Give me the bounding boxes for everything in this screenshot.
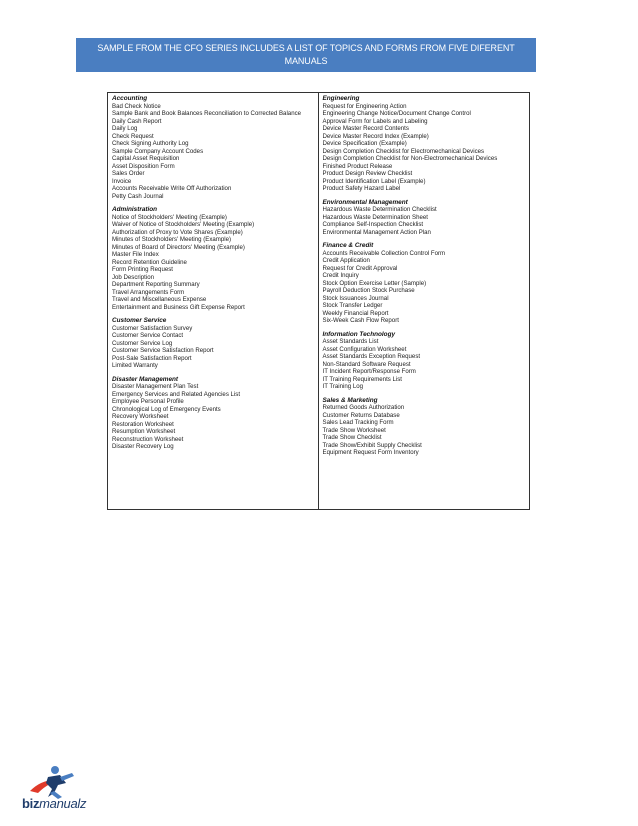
section-heading: Customer Service [112, 317, 167, 324]
list-item: Asset Standards Exception Request [322, 353, 421, 360]
list-item: Restoration Worksheet [112, 420, 174, 428]
list-item: Sample Bank and Book Balances Reconciliation to Corrected Balance [112, 110, 302, 117]
list-item: Compliance Self-Inspection Checklist [322, 221, 424, 228]
list-item: Check Signing Authority Log [112, 140, 189, 147]
list-item: Petty Cash Journal [112, 192, 164, 200]
list-item: Device Master Record Contents [322, 125, 409, 132]
section-heading: Sales & Marketing [322, 396, 378, 404]
list-item: Sample Company Account Codes [112, 147, 204, 155]
list-item: IT Training Requirements List [322, 375, 402, 383]
list-item: Recovery Worksheet [112, 413, 169, 420]
list-item: Emergency Services and Related Agencies List [112, 390, 241, 398]
section-heading: Engineering [322, 95, 360, 102]
list-item: Customer Service Contact [112, 332, 184, 339]
list-item: Hazardous Waste Determination Sheet [322, 213, 428, 221]
list-item: Minutes of Stockholders' Meeting (Example) [112, 236, 232, 243]
list-item: Customer Satisfaction Survey [112, 324, 193, 332]
list-item: Asset Configuration Worksheet [322, 345, 407, 353]
list-item: Customer Service Log [112, 339, 173, 347]
list-item: IT Training Log [322, 383, 364, 390]
list-item: Accounts Receivable Write Off Authorization [112, 185, 232, 192]
list-item: Asset Disposition Form [112, 162, 175, 170]
list-item: IT Incident Report/Response Form [322, 368, 416, 375]
section-heading: Administration [112, 206, 158, 213]
list-item: Design Completion Checklist for Electromechanical Devices [322, 147, 485, 155]
list-item: Asset Standards List [322, 338, 379, 345]
section [323, 331, 527, 391]
section [323, 95, 527, 193]
list-item: Trade Show Worksheet [322, 426, 386, 434]
list-item: Daily Cash Report [112, 117, 162, 125]
list-item: Daily Log [112, 125, 138, 132]
list-item: Travel Arrangements Form [112, 288, 185, 296]
list-item: Trade Show/Exhibit Supply Checklist [322, 441, 422, 449]
list-item: Disaster Recovery Log [112, 443, 174, 450]
list-item: Record Retention Guideline [112, 258, 187, 266]
list-item: Waiver of Notice of Stockholders' Meeting (Example) [112, 221, 255, 228]
banner-text: SAMPLE FROM THE CFO SERIES INCLUDES A LIST OF TOPICS AND FORMS FROM FIVE DIFERENT MANUALS [97, 43, 515, 66]
list-item: Customer Service Satisfaction Report [112, 347, 214, 354]
section-heading: Accounting [112, 95, 148, 102]
list-item: Credit Inquiry [322, 272, 359, 279]
list-item: Job Description [112, 273, 154, 281]
list-item: Non-Standard Software Request [322, 360, 411, 368]
list-item: Product Safety Hazard Label [322, 185, 401, 192]
list-item: Employee Personal Profile [112, 398, 184, 405]
list-item: Invoice [112, 177, 132, 185]
section-heading: Finance & Credit [322, 242, 374, 249]
list-item: Accounts Receivable Collection Control Form [322, 249, 446, 257]
list-item: Authorization of Proxy to Vote Shares (Example) [112, 228, 243, 236]
list-item: Disaster Management Plan Test [112, 383, 199, 390]
list-item: Approval Form for Labels and Labeling [322, 117, 428, 125]
list-item: Resumption Worksheet [112, 428, 176, 435]
section [323, 397, 527, 457]
list-item: Six-Week Cash Flow Report [322, 317, 399, 324]
list-item: Request for Credit Approval [322, 264, 398, 272]
list-item: Payroll Deduction Stock Purchase [322, 287, 415, 294]
list-item: Bad Check Notice [112, 102, 161, 110]
list-item: Environmental Management Action Plan [322, 228, 431, 236]
list-item: Check Request [112, 132, 154, 140]
list-item: Post-Sale Satisfaction Report [112, 354, 192, 362]
section [112, 376, 315, 451]
right-column [319, 93, 530, 509]
list-item: Form Printing Request [112, 266, 173, 273]
list-item: Entertainment and Business Gift Expense Report [112, 303, 245, 311]
list-item: Capital Asset Requisition [112, 155, 180, 162]
list-item: Department Reporting Summary [112, 281, 200, 288]
list-item: Design Completion Checklist for Non-Electromechanical Devices [322, 155, 498, 162]
list-item: Notice of Stockholders' Meeting (Example) [112, 213, 227, 221]
list-item: Finished Product Release [322, 162, 393, 170]
section [112, 317, 315, 370]
brand-text-italic: manualz [39, 796, 87, 811]
list-item: Engineering Change Notice/Document Change Control [322, 110, 471, 117]
list-item: Limited Warranty [112, 362, 158, 369]
list-item: Minutes of Board of Directors' Meeting (Example) [112, 243, 245, 251]
list-item: Stock Option Exercise Letter (Sample) [322, 279, 427, 287]
header-banner [76, 38, 536, 72]
list-item: Device Specification (Example) [322, 140, 407, 147]
section [112, 95, 315, 200]
list-item: Request for Engineering Action [322, 102, 407, 110]
list-item: Product Design Review Checklist [322, 170, 413, 177]
list-item: Travel and Miscellaneous Expense [112, 296, 207, 303]
list-item: Sales Order [112, 170, 145, 177]
brand-wordmark [22, 796, 86, 811]
section-heading: Information Technology [322, 330, 396, 338]
list-item: Product Identification Label (Example) [322, 177, 426, 185]
section [323, 242, 527, 325]
left-column [108, 93, 319, 509]
list-item: Chronological Log of Emergency Events [112, 405, 221, 413]
list-item: Stock Issuances Journal [322, 294, 389, 302]
section-heading: Environmental Management [322, 198, 408, 206]
section [112, 206, 315, 311]
section [323, 199, 527, 237]
brand-text-bold: biz [22, 796, 40, 811]
list-item: Returned Goods Authorization [322, 404, 405, 411]
topics-table [107, 92, 530, 510]
list-item: Reconstruction Worksheet [112, 435, 184, 443]
list-item: Credit Application [322, 257, 370, 264]
list-item: Weekly Financial Report [322, 309, 389, 317]
list-item: Hazardous Waste Determination Checklist [322, 206, 437, 213]
list-item: Master File Index [112, 251, 159, 258]
list-item: Device Master Record Index (Example) [322, 132, 429, 140]
list-item: Trade Show Checklist [322, 434, 382, 441]
section-heading: Disaster Management [112, 375, 179, 383]
list-item: Stock Transfer Ledger [322, 302, 383, 309]
list-item: Customer Returns Database [322, 411, 400, 419]
list-item: Equipment Request Form Inventory [322, 449, 419, 456]
list-item: Sales Lead Tracking Form [322, 419, 394, 426]
